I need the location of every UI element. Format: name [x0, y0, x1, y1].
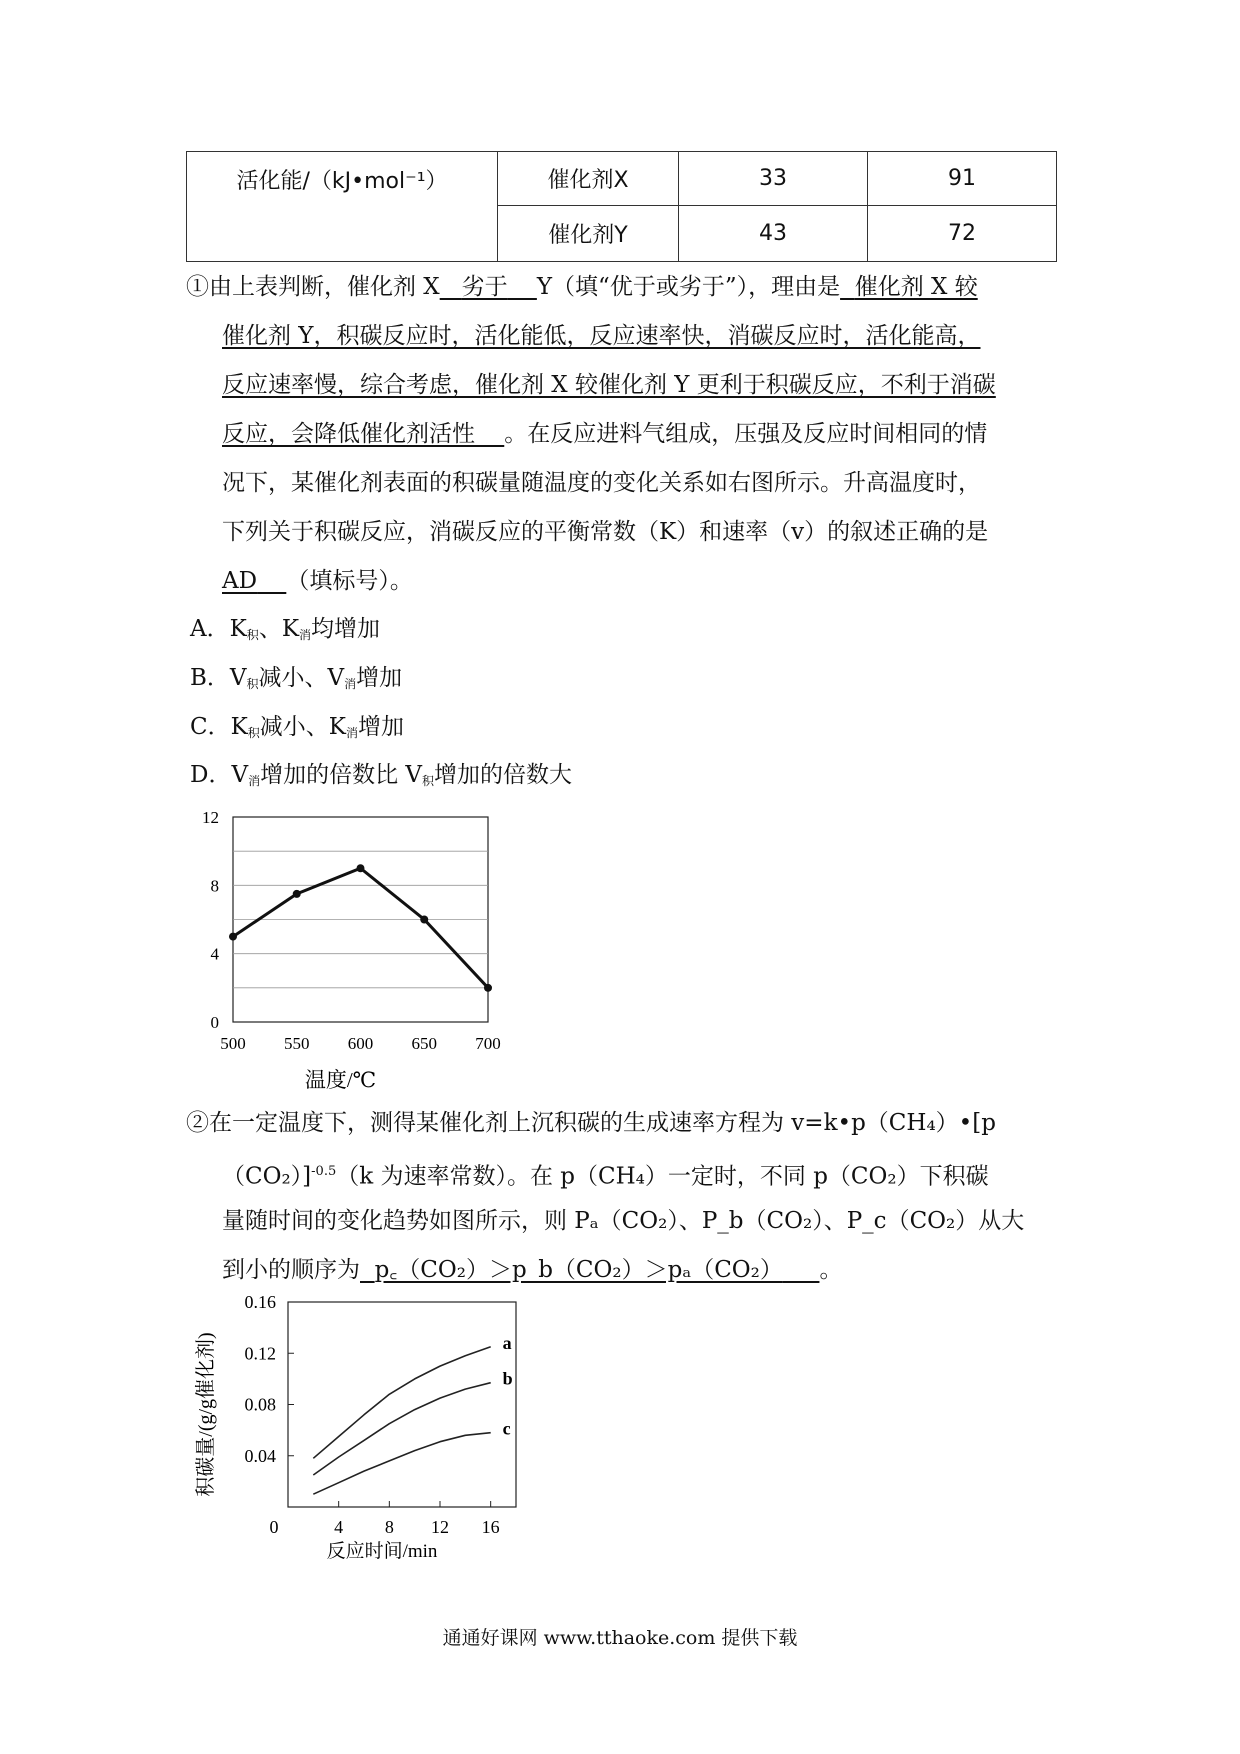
answer-choice: AD	[222, 568, 258, 594]
data-point	[293, 890, 301, 898]
x-tick-label: 16	[481, 1517, 500, 1537]
chart-carbon-vs-time	[180, 1290, 540, 1590]
y-tick-label: 0	[210, 1013, 219, 1032]
q2-line-2: （CO₂）]$^{-0.5}$（k 为速率常数）。在 p（CH₄）一定时，不同 p（CO₂）下积碳	[222, 1163, 989, 1190]
y-tick-label: 0.16	[244, 1292, 276, 1312]
x-tick-label: 8	[384, 1517, 394, 1537]
series-line	[233, 868, 488, 988]
q1-line-2: 催化剂 Y，积碳反应时，活化能低，反应速率快，消碳反应时，活化能高，	[222, 323, 981, 349]
series-label-c: c	[502, 1418, 511, 1439]
chart-carbon-vs-temperature	[180, 800, 520, 1100]
activation-energy-table	[186, 151, 1057, 262]
q1-line-4: 反应，会降低催化剂活性 。在反应进料气组成，压强及反应时间相同的情	[222, 421, 988, 447]
x-tick-label: 550	[284, 1034, 310, 1053]
q1-line-3: 反应速率慢，综合考虑，催化剂 X 较催化剂 Y 更利于积碳反应，不利于消碳	[222, 372, 996, 398]
series-line-b	[313, 1383, 490, 1475]
x-axis-label: 反应时间/min	[326, 1541, 438, 1562]
q2-line-1: ②在一定温度下，测得某催化剂上沉积碳的生成速率方程为 v=k•p（CH₄）•[p	[186, 1110, 996, 1136]
option-d: D．$V_消$增加的倍数比 $V_积$增加的倍数大	[190, 762, 573, 788]
y-tick-label: 12	[202, 808, 219, 827]
x-tick-label: 0	[269, 1517, 279, 1537]
x-tick-label: 700	[475, 1034, 501, 1053]
series-line-c	[313, 1433, 490, 1495]
data-point	[484, 984, 492, 992]
q1-line-7: AD （填标号）。	[222, 568, 413, 594]
option-c: C．$K_积$减小、$K_消$增加	[190, 714, 404, 740]
table-cell-catalyst: 催化剂Y	[498, 206, 679, 262]
series-label-a: a	[502, 1332, 512, 1353]
table-cell-value: 91	[868, 152, 1057, 206]
table-cell-value: 72	[868, 206, 1057, 262]
y-tick-label: 0.08	[244, 1394, 276, 1415]
y-axis-label: 积碳量/(g/g催化剂)	[195, 1332, 217, 1497]
q1-line-1: ①由上表判断，催化剂 X 劣于 Y（填“优于或劣于”），理由是 催化剂 X 较	[186, 274, 978, 300]
x-tick-label: 600	[347, 1034, 374, 1053]
q1-line-6: 下列关于积碳反应，消碳反应的平衡常数（K）和速率（v）的叙述正确的是	[222, 519, 989, 545]
data-point	[420, 916, 428, 924]
y-tick-label: 4	[210, 944, 219, 964]
data-point	[229, 933, 237, 941]
table-cell-value: 43	[679, 206, 868, 262]
y-tick-label: 0.12	[244, 1343, 276, 1364]
y-tick-label: 8	[210, 876, 219, 896]
x-tick-label: 4	[334, 1517, 344, 1537]
x-tick-label: 12	[431, 1517, 449, 1537]
footer-credit: 通通好课网 www.tthaoke.com 提供下载	[442, 1627, 798, 1649]
answer-order: p꜀（CO₂）＞p_b（CO₂）＞pₐ（CO₂）	[374, 1257, 783, 1283]
q2-line-3: 量随时间的变化趋势如图所示，则 Pₐ（CO₂）、P_b（CO₂）、P_c（CO₂）从大	[222, 1208, 1025, 1234]
x-tick-label: 650	[411, 1034, 437, 1053]
series-line-a	[313, 1347, 490, 1459]
x-axis-label: 温度/℃	[304, 1068, 377, 1092]
q1-line-5: 况下，某催化剂表面的积碳量随温度的变化关系如右图所示。升高温度时，	[222, 470, 981, 496]
data-point	[357, 864, 365, 872]
option-a: A．$K_积$、$K_消$均增加	[190, 616, 381, 642]
q2-line-4: 到小的顺序为 p꜀（CO₂）＞p_b（CO₂）＞pₐ（CO₂） 。	[222, 1257, 843, 1283]
table-row-label: 活化能/（kJ•mol⁻¹）	[187, 152, 498, 262]
plot-frame	[288, 1302, 516, 1507]
option-b: B．$V_积$减小、$V_消$增加	[190, 665, 403, 691]
table-cell-value: 33	[679, 152, 868, 206]
answer-reason: 催化剂 X 较	[854, 274, 978, 300]
table-cell-catalyst: 催化剂X	[498, 152, 679, 206]
series-label-b: b	[502, 1368, 513, 1389]
answer-blank: 劣于	[461, 274, 508, 300]
y-tick-label: 0.04	[244, 1445, 276, 1466]
x-tick-label: 500	[220, 1034, 246, 1053]
